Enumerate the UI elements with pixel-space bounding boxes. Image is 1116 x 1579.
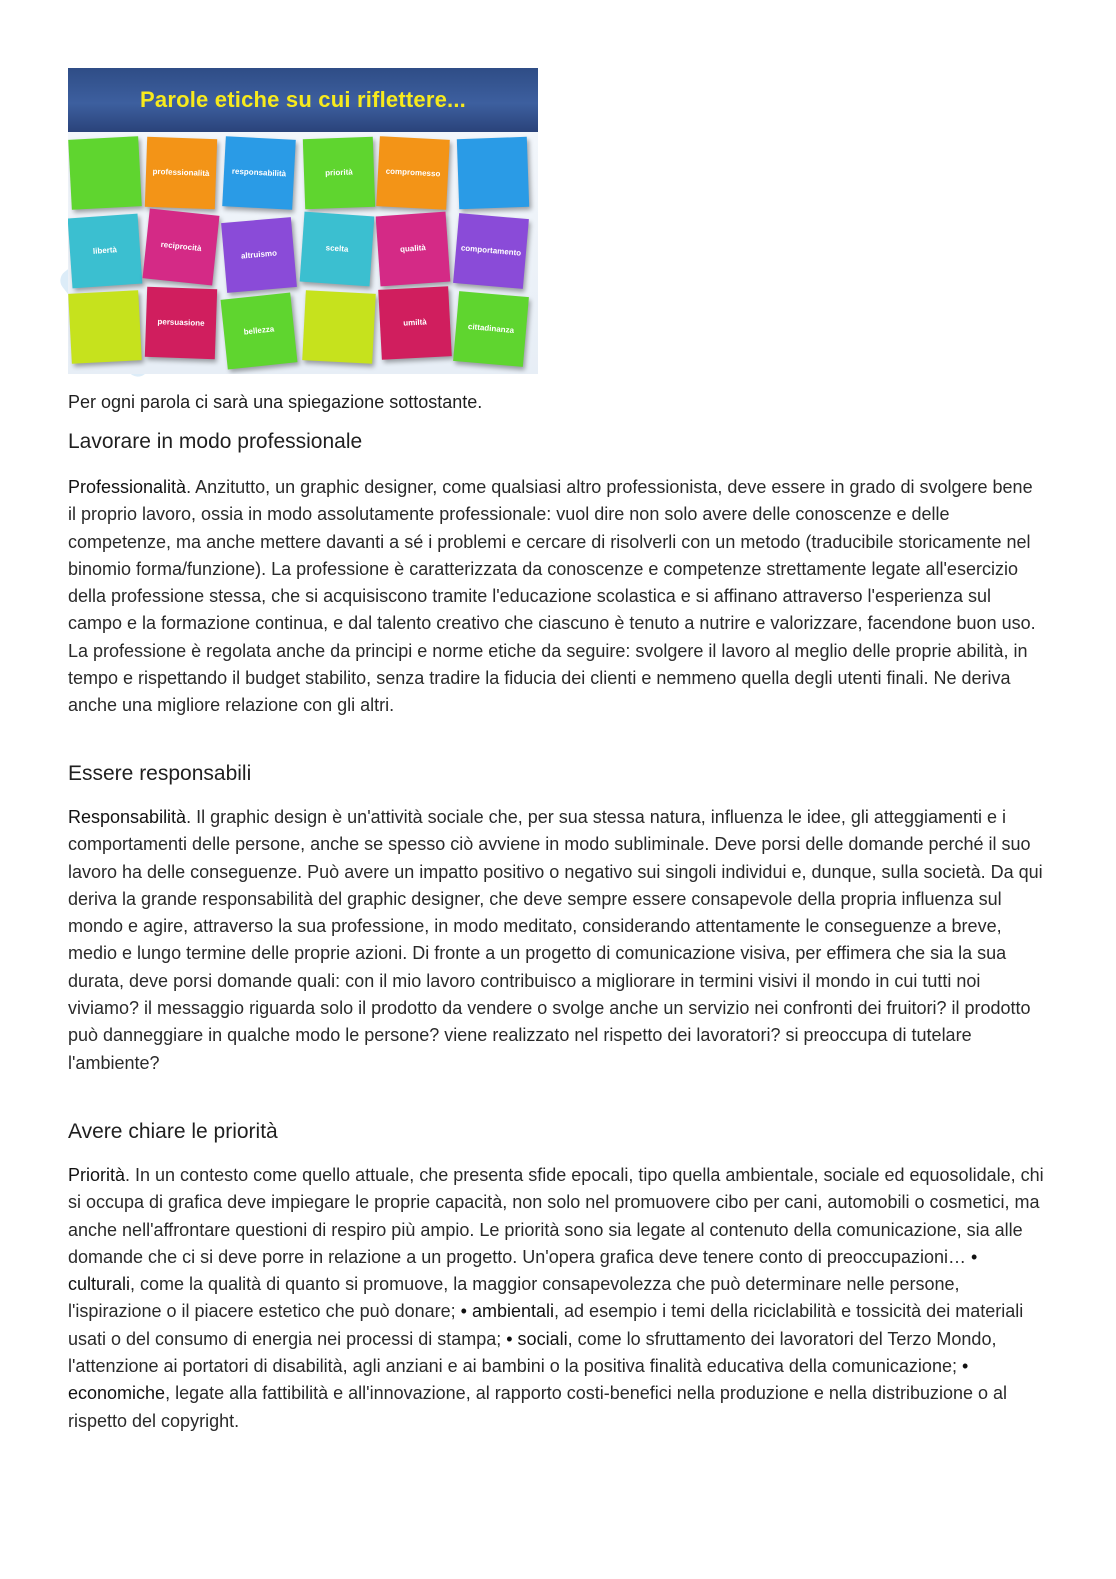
section-body: . Anzitutto, un graphic designer, come qualsiasi altro professionista, deve essere in grado di svolgere bene il proprio lavoro, ossia in modo assolutamente professionale: vuol dire non solo avere delle conoscenze e delle competenze, ma anche mettere davanti a sé i problemi e cercare di risolverli con un metodo (traducibile storicamente nel binomio forma/funzione). La professione è caratterizzata da conoscenze e competenze strettamente legate all'esercizio della professione stessa, che si acquisiscono tramite l'educazione scolastica e si affinano attraverso l'esperienza sul campo e la formazione continua, e dal talento creativo che ciascuno è tenuto a nutrire e valorizzare, facendone buon uso. La professione è regolata anche da principi e norme etiche da seguire: svolgere il lavoro al meglio delle proprie abilità, in tempo e rispettando il budget stabilito, senza tradire la fiducia dei clienti e nemmeno quella degli utenti finali. Ne deriva anche una migliore relazione con gli altri.: [68, 477, 1036, 716]
section-heading: Lavorare in modo professionale: [68, 430, 363, 453]
section-paragraph: [68, 1162, 1044, 1435]
sticky-note: persuasione: [145, 287, 217, 359]
section-heading: Avere chiare le priorità: [68, 1120, 278, 1143]
bullet-label: • economiche: [68, 1356, 969, 1404]
sticky-note: priorità: [303, 137, 375, 209]
figure-title: Parole etiche su cui riflettere...: [140, 87, 466, 112]
section-body: . In un contesto come quello attuale, che presenta sfide epocali, tipo quella ambientale, sociale ed equosolidale, chi si occupa di grafica deve impiegare le proprie capacità, non solo nel promuovere cibo per cani, automobili o cosmetici, ma anche nell'affrontare questioni di respiro più ampio. Le priorità sono sia legate al contenuto della comunicazione, sia alle domande che ci si deve porre in relazione a un progetto. Un'opera grafica deve tenere conto di preoccupazioni…: [68, 1165, 1044, 1267]
figure-banner: [68, 68, 538, 132]
section-term: Responsabilità: [68, 807, 187, 827]
sticky-notes-area: [68, 132, 538, 374]
bullet-label: • sociali: [506, 1328, 568, 1349]
bullet-text: , legate alla fattibilità e all'innovazione, al rapporto costi-benefici nella produzione e nella distribuzione o al rispetto del copyright.: [68, 1383, 1008, 1431]
bullet-text: , come la qualità di quanto si promuove, la maggior consapevolezza che può determinare nelle persone, l'ispirazione o il piacere estetico che può donare;: [68, 1274, 960, 1322]
section-body: . Il graphic design è un'attività sociale che, per sua stessa natura, influenza le idee, gli atteggiamenti e i comportamenti delle persone, anche se spesso ciò avviene in modo subliminale. Deve porsi delle domande perché il suo lavoro ha delle conseguenze. Può avere un impatto positivo o negativo sui singoli individui e, dunque, sulla società. Da qui deriva la grande responsabilità del graphic designer, che deve sempre essere consapevole della propria influenza sul mondo e agire, attraverso la sua professione, in modo meditato, considerando attentamente le conseguenze a breve, medio e lungo termine delle proprie azioni. Di fronte a un progetto di comunicazione visiva, per effimera che sia la sua durata, deve porsi domande quali: con il mio lavoro contribuisco a migliorare in termini visivi il mondo in cui tutti noi viviamo? il messaggio riguarda solo il prodotto da vendere o svolge anche un servizio nei confronti dei fruitori? il prodotto può danneggiare in qualche modo le persone? viene realizzato nel rispetto dei lavoratori? si preoccupa di tutelare l'ambiente?: [68, 807, 1043, 1073]
sticky-note: [68, 290, 142, 364]
sticky-note: bellezza: [221, 293, 298, 370]
figure-caption: Per ogni parola ci sarà una spiegazione sottostante.: [68, 392, 483, 412]
section-heading: Essere responsabili: [68, 762, 252, 785]
section-paragraph: [68, 804, 1044, 1077]
sticky-note: [302, 290, 376, 364]
ethical-words-figure: [68, 68, 538, 374]
sticky-note: umiltà: [378, 286, 452, 360]
section-term: Priorità: [68, 1165, 126, 1185]
sticky-note: cittadinanza: [453, 291, 529, 367]
sticky-note: altruismo: [221, 217, 297, 293]
section-term: Professionalità: [68, 477, 187, 497]
bullet-text: , come lo sfruttamento dei lavoratori del Terzo Mondo, l'attenzione ai portatori di disabilità, agli anziani e ai bambini o la positiva finalità educativa della comunicazione;: [68, 1328, 997, 1377]
sticky-note: professionalità: [145, 137, 217, 209]
sticky-note: [68, 136, 142, 210]
sticky-note: reciprocità: [143, 209, 220, 286]
bullet-label: • ambientali: [460, 1301, 555, 1322]
sticky-note: [457, 137, 529, 209]
sticky-note: compromesso: [376, 136, 450, 210]
sticky-note: comportamento: [453, 213, 529, 289]
sticky-note: responsabilità: [222, 136, 296, 210]
sticky-note: qualità: [376, 212, 451, 287]
bullet-text: , ad esempio i temi della riciclabilità e tossicità dei materiali usati o del consumo di energia nei processi di stampa;: [68, 1301, 1024, 1349]
sticky-note: scelta: [300, 212, 375, 287]
section-paragraph: [68, 474, 1044, 720]
sticky-note: libertà: [68, 214, 142, 289]
bullet-label: • culturali: [68, 1246, 978, 1295]
